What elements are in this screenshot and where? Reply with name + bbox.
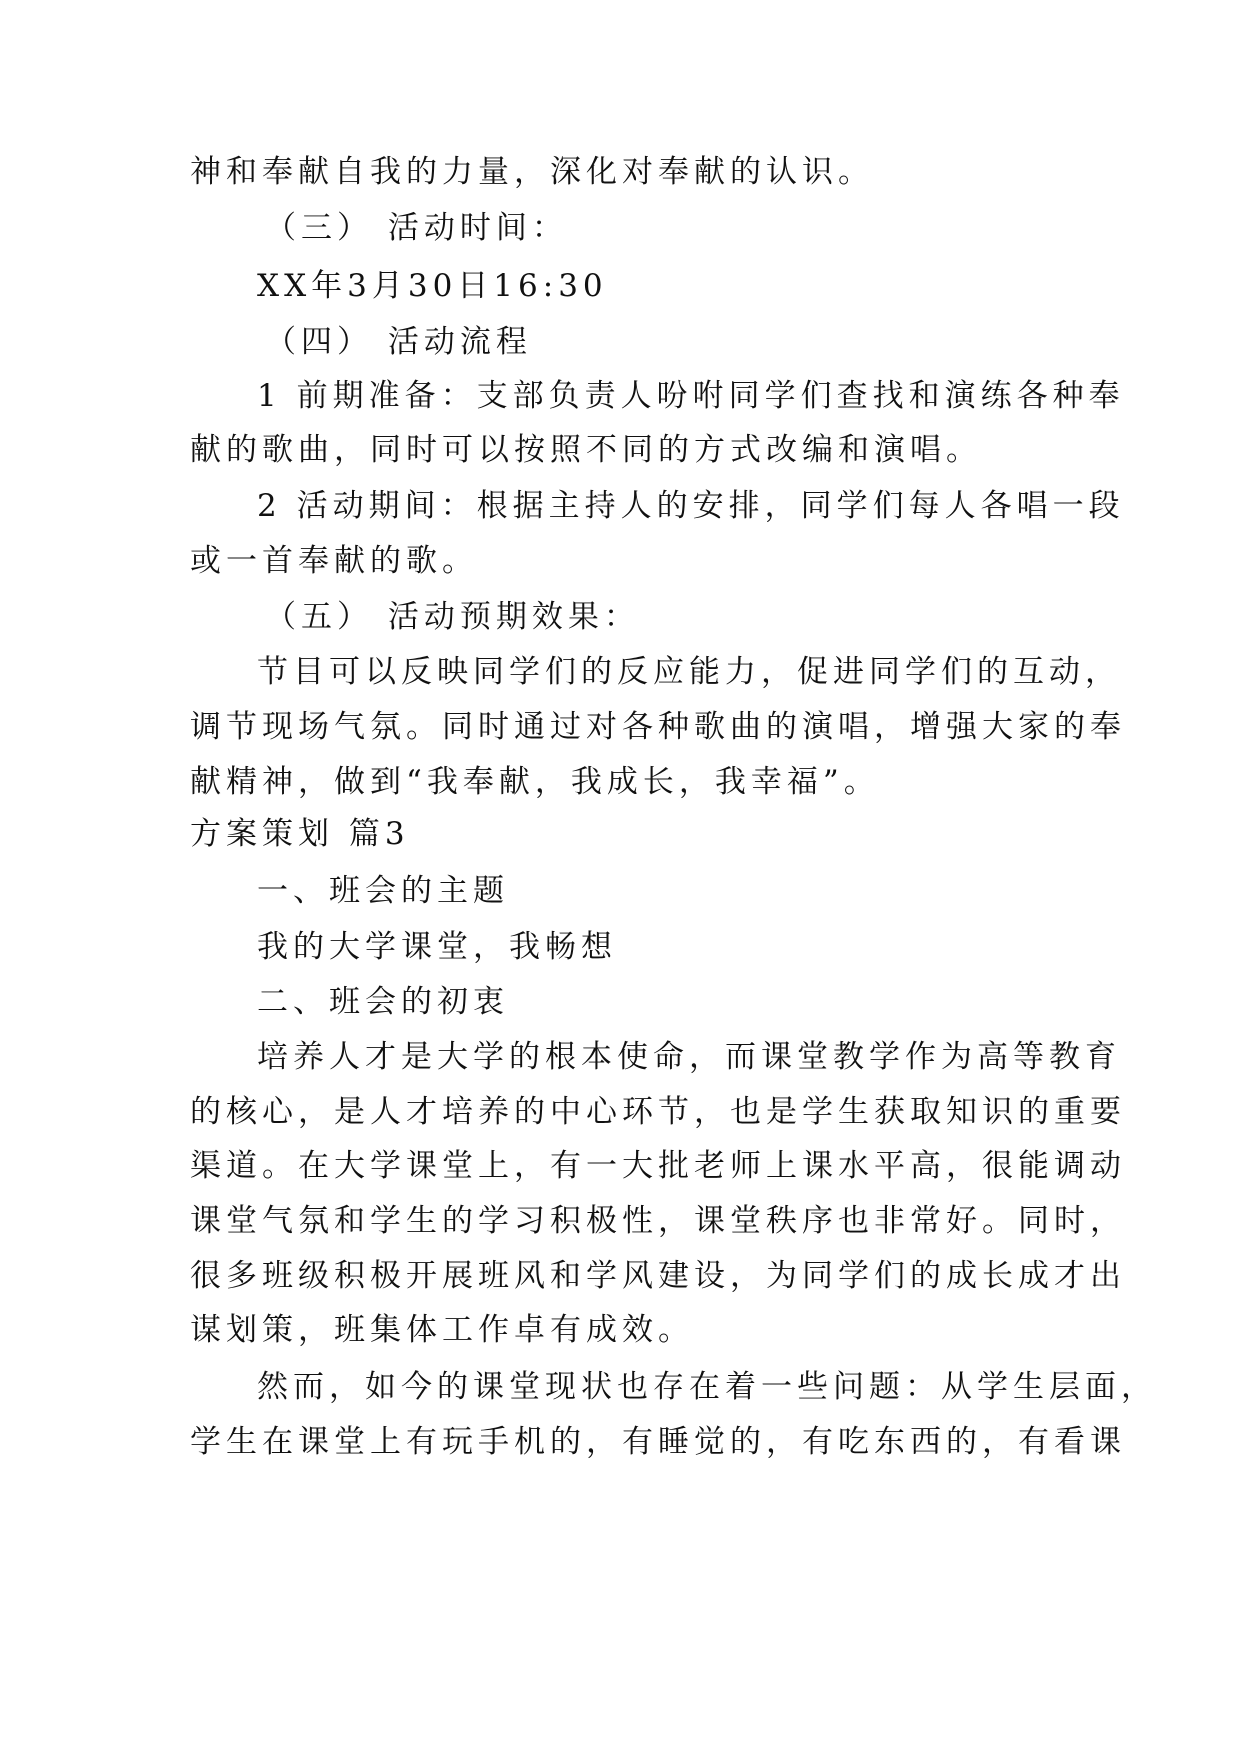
activity-date-time: XX年3月30日16:30 xyxy=(257,268,608,304)
paragraph-line: 谋划策，班集体工作卓有成效。 xyxy=(190,1312,694,1348)
section-heading-expected-effect: （五） 活动预期效果： xyxy=(265,599,640,635)
paragraph-line: 培养人才是大学的根本使命，而课堂教学作为高等教育 xyxy=(257,1039,1121,1075)
section-heading-theme: 一、班会的主题 xyxy=(257,873,509,909)
theme-text: 我的大学课堂，我畅想 xyxy=(257,929,617,965)
paragraph-line: 节目可以反映同学们的反应能力，促进同学们的互动， xyxy=(257,654,1121,690)
paragraph-line: 然而，如今的课堂现状也存在着一些问题：从学生层面， xyxy=(257,1369,1157,1405)
paragraph-line: 的核心，是人才培养的中心环节，也是学生获取知识的重要 xyxy=(190,1094,1126,1130)
paragraph-line: 1 前期准备：支部负责人吩咐同学们查找和演练各种奉 xyxy=(257,378,1125,414)
paragraph-line: 调节现场气氛。同时通过对各种歌曲的演唱，增强大家的奉 xyxy=(190,709,1126,745)
paragraph-line: 渠道。在大学课堂上，有一大批老师上课水平高，很能调动 xyxy=(190,1148,1126,1184)
paragraph-line: 神和奉献自我的力量，深化对奉献的认识。 xyxy=(190,154,874,190)
article-title: 方案策划 篇3 xyxy=(190,816,410,852)
section-heading-purpose: 二、班会的初衷 xyxy=(257,984,509,1020)
paragraph-line: 献精神，做到“我奉献，我成长，我幸福”。 xyxy=(190,764,880,800)
paragraph-line: 学生在课堂上有玩手机的，有睡觉的，有吃东西的，有看课 xyxy=(190,1424,1126,1460)
section-heading-activity-process: （四） 活动流程 xyxy=(265,324,532,360)
paragraph-line: 很多班级积极开展班风和学风建设，为同学们的成长成才出 xyxy=(190,1258,1126,1294)
paragraph-line: 献的歌曲，同时可以按照不同的方式改编和演唱。 xyxy=(190,432,982,468)
paragraph-line: 或一首奉献的歌。 xyxy=(190,543,478,579)
paragraph-line: 2 活动期间：根据主持人的安排，同学们每人各唱一段 xyxy=(257,488,1125,524)
section-heading-activity-time: （三） 活动时间： xyxy=(265,210,568,246)
paragraph-line: 课堂气氛和学生的学习积极性，课堂秩序也非常好。同时， xyxy=(190,1203,1126,1239)
